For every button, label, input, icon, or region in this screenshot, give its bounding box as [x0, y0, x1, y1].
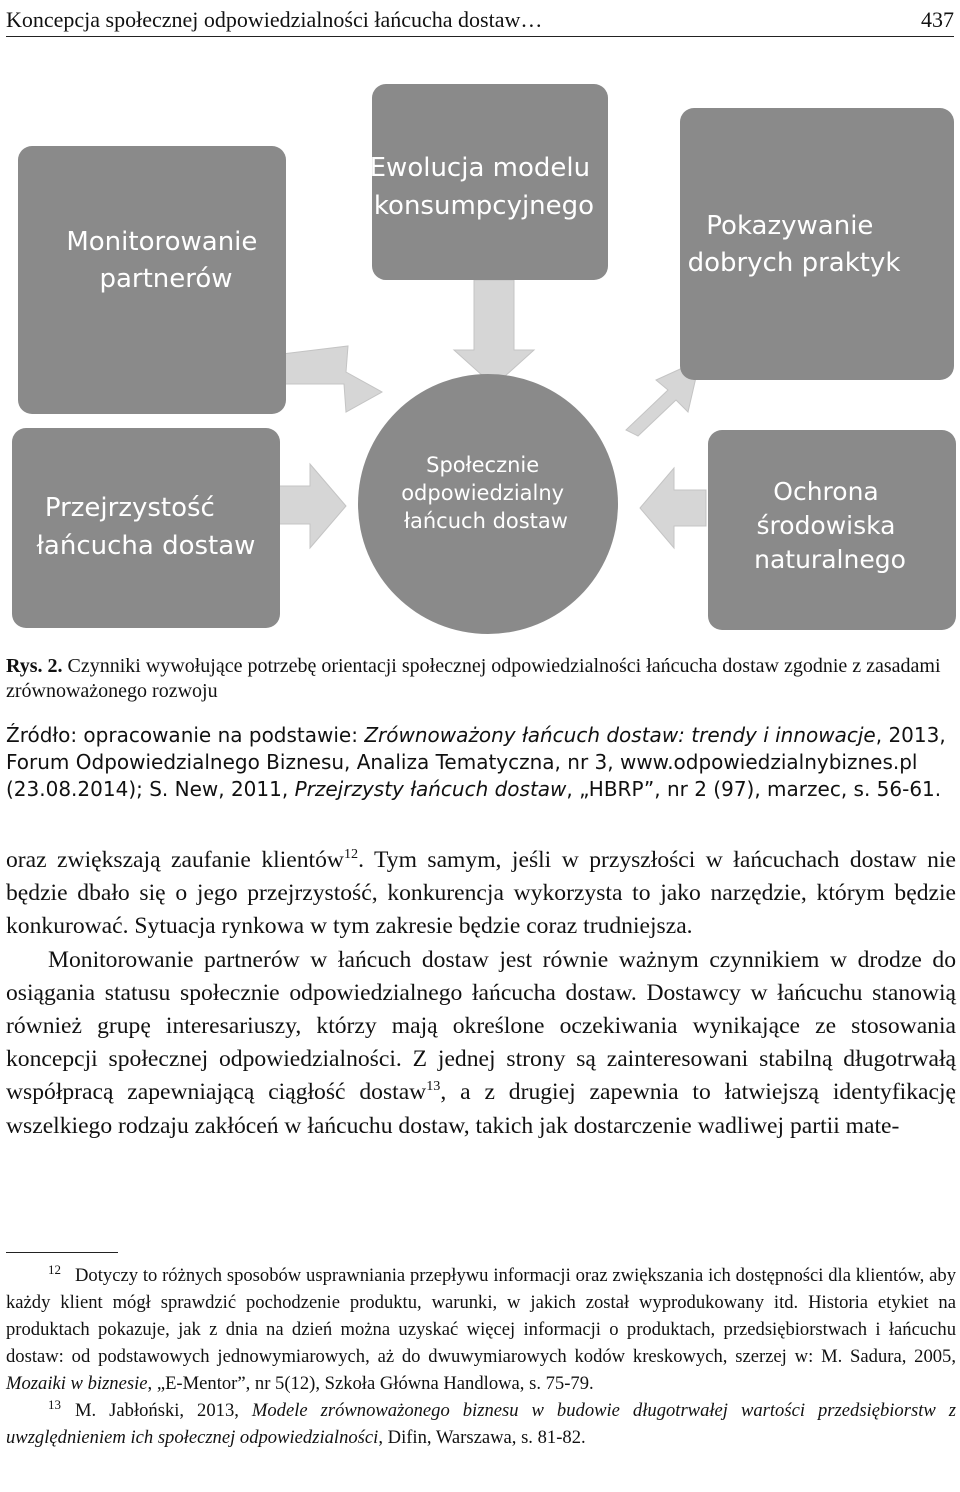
source-suffix: , „HBRP”, nr 2 (97), marzec, s. 56-61.	[566, 777, 942, 801]
arrow-bottom-right	[640, 468, 706, 548]
factors-diagram	[0, 84, 960, 640]
label-przejrzystosc-l1: Przejrzystość	[44, 493, 215, 523]
page-number: 437	[921, 7, 954, 32]
source-title-2: Przejrzysty łańcuch dostaw	[294, 777, 567, 801]
label-ewolucja-l2: konsumpcyjnego	[373, 191, 595, 221]
footnote-rule	[6, 1252, 118, 1253]
label-ochrona-l2: środowiska	[756, 511, 896, 540]
label-pokazywanie-l1: Pokazywanie	[706, 211, 874, 241]
arrow-top	[454, 280, 534, 386]
label-przejrzystosc-l2: łańcucha dostaw	[36, 531, 256, 561]
caption-text: Czynniki wywołujące potrzebę orientacji społecznej odpowiedzialności łańcucha dostaw zgodnie z zasadami zrównoważonego rozwoju	[6, 655, 941, 702]
figure-caption	[6, 654, 956, 704]
label-ochrona-l1: Ochrona	[773, 477, 879, 506]
label-center-l2: odpowiedzialny	[401, 481, 565, 505]
footnote-12	[6, 1262, 956, 1397]
footnote-12-title: Mozaiki w biznesie	[6, 1373, 148, 1394]
footnote-ref-13[interactable]: 13	[426, 1078, 441, 1095]
label-pokazywanie-l2: dobrych praktyk	[687, 248, 901, 278]
source-prefix: Źródło: opracowanie na podstawie:	[6, 723, 365, 747]
footnote-12-text-a: Dotyczy to różnych sposobów usprawniania przepływu informacji oraz zwiększania ich dostępności dla klientów, aby każdy klient mógł sprawdzić pochodzenie produktu, warunki, w jakich został wyprodukowany itd. Historia etykiet na produktach pokazuje, jak z dnia na dzień można uzyskać więcej informacji o produktach, przedsiębiorstwach i łańcuchu dostaw: od podstawowych jednowymiarowych, aż do dwuwymiarowych kodów kreskowych, szerzej w: M. Sadura, 2005,	[6, 1265, 956, 1367]
footnote-13-title: Modele zrównoważonego biznesu w budowie długotrwałej wartości przedsiębiorstw z uwzględnieniem ich społecznej odpowiedzialności	[6, 1400, 957, 1448]
source-mid: , 2013, Forum Odpowiedzialnego Biznesu, Analiza Tematyczna, nr 3, www.odpowiedzialnybiznes.pl (23.08.2014); S. New, 2011,	[6, 723, 946, 801]
label-center	[401, 453, 571, 533]
footnote-12-text-b: , „E-Mentor”, nr 5(12), Szkoła Główna Handlowa, s. 75-79.	[147, 1373, 594, 1394]
label-center-l1: Społecznie	[426, 453, 540, 477]
footnote-13-text-b: , Difin, Warszawa, s. 81-82.	[378, 1427, 586, 1448]
label-center-l3: łańcuch dostaw	[404, 509, 568, 533]
label-ochrona-l3: naturalnego	[754, 545, 906, 574]
source-title-1: Zrównoważony łańcuch dostaw: trendy i innowacje	[364, 723, 876, 747]
footnote-13	[6, 1397, 956, 1451]
footnote-ref-12[interactable]: 12	[343, 846, 359, 863]
label-monitorowanie-l1: Monitorowanie	[66, 227, 258, 257]
node-przejrzystosc	[12, 428, 280, 628]
arrow-top-left	[280, 346, 382, 412]
footnote-13-text-a: M. Jabłoński, 2013,	[75, 1400, 252, 1421]
paragraph-1-a: oraz zwiększają zaufanie klientów	[6, 847, 344, 873]
label-ochrona	[754, 477, 906, 574]
caption-label: Rys. 2.	[6, 655, 63, 677]
footnote-number: 12	[48, 1261, 61, 1277]
footnotes	[6, 1262, 956, 1451]
paragraph-1-b: . Tym samym, jeśli w przyszłości w łańcuchach dostaw nie będzie dbało się o jego przejrzystość, konkurencja wykorzysta to jako narzędzie, którym będzie konkurować. Sytuacja rynkowa w tym zakresie będzie coraz trudniejsza.	[6, 847, 956, 940]
paragraph-2-b: , a z drugiej zapewnia to łatwiejszą identyfikację wszelkiego rodzaju zakłóceń w łańcuchu dostaw, takich jak dostarczenie wadliwej partii mate-	[6, 1079, 956, 1139]
paragraph-2	[6, 944, 956, 1143]
label-ewolucja-l1: Ewolucja modelu	[369, 153, 591, 183]
running-header	[6, 4, 954, 37]
header-title: Koncepcja społecznej odpowiedzialności łańcucha dostaw…	[6, 7, 543, 32]
footnote-number: 13	[48, 1396, 61, 1412]
label-monitorowanie-l2: partnerów	[99, 264, 233, 294]
paragraph-2-a: Monitorowanie partnerów w łańcuch dostaw jest równie ważnym czynnikiem w drodze do osiągania statusu społecznie odpowiedzialnego łańcucha dostaw. Dostawcy w łańcuchu stanowią również grupę interesariuszy, którzy mają określone oczekiwania wynikające ze stosowania koncepcji społecznej odpowiedzialności. Z jednej strony są zainteresowani stabilną długotrwałą współpracą zapewniającą ciągłość dostaw	[6, 946, 956, 1106]
figure-source	[6, 722, 956, 803]
body-text	[6, 844, 956, 1143]
paragraph-1	[6, 844, 956, 944]
node-pokazywanie	[680, 108, 954, 380]
arrow-bottom-left	[276, 464, 346, 548]
